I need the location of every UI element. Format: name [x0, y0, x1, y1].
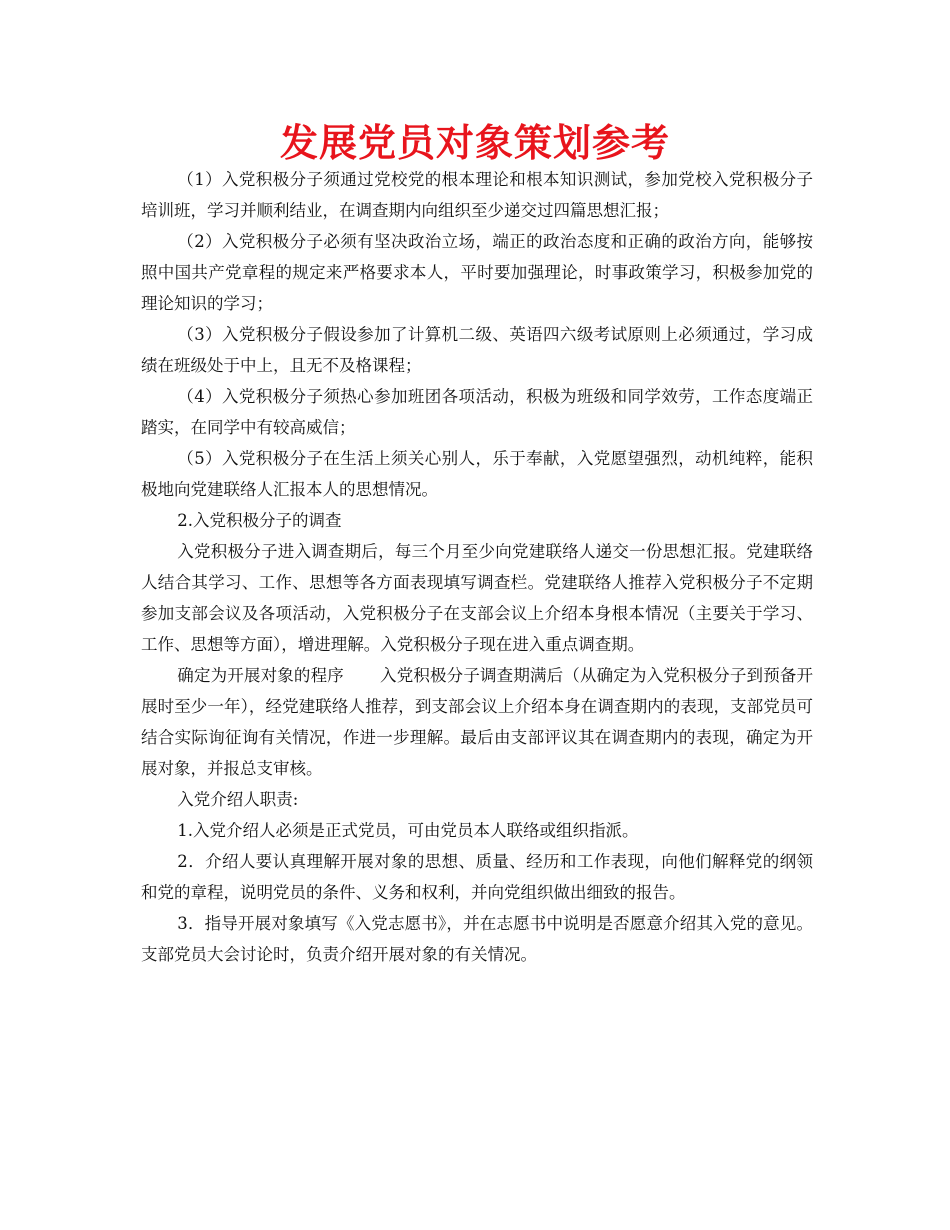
paragraph-1: （1）入党积极分子须通过党校党的根本理论和根本知识测试，参加党校入党积极分子培训班，学习并顺利结业，在调查期内向组织至少递交过四篇思想汇报； [141, 170, 813, 220]
paragraph-2: （2）入党积极分子必须有坚决政治立场，端正的政治态度和正确的政治方向，能够按照中国共产党章程的规定来严格要求本人，平时要加强理论，时事政策学习，积极参加党的理论知识的学习； [141, 232, 813, 313]
procedure-text: 入党积极分子调查期满后（从确定为入党积极分子到预备开展时至少一年），经党建联络人推荐，到支部会议上介绍本身在调查期内的表现，支部党员可结合实际询征询有关情况，作进一步理解。最后由支部评议其在调查期内的表现，确定为开展对象，并报总支审核。 [141, 666, 814, 778]
paragraph-procedure [141, 660, 813, 784]
introducer-duty-1: 1.入党介绍人必须是正式党员，可由党员本人联络或组织指派。 [177, 821, 639, 840]
paragraph-investigation: 入党积极分子进入调查期后，每三个月至少向党建联络人递交一份思想汇报。党建联络人结合其学习、工作、思想等各方面表现填写调查栏。党建联络人推荐入党积极分子不定期参加支部会议及各项活动，入党积极分子在支部会议上介绍本身根本情况（主要关于学习、工作、思想等方面），增进理解。入党积极分子现在进入重点调查期。 [141, 542, 813, 654]
introducer-duty-3: 3．指导开展对象填写《入党志愿书》，并在志愿书中说明是否愿意介绍其入党的意见。支部党员大会讨论时，负责介绍开展对象的有关情况。 [141, 914, 813, 964]
paragraph-4: （4）入党积极分子须热心参加班团各项活动，积极为班级和同学效劳，工作态度端正踏实，在同学中有较高威信； [141, 387, 813, 437]
paragraph-5: （5）入党积极分子在生活上须关心别人，乐于奉献，入党愿望强烈，动机纯粹，能积极地向党建联络人汇报本人的思想情况。 [141, 449, 813, 499]
paragraph-3: （3）入党积极分子假设参加了计算机二级、英语四六级考试原则上必须通过，学习成绩在班级处于中上，且无不及格课程； [141, 325, 813, 375]
procedure-label: 确定为开展对象的程序 [177, 666, 344, 685]
section-heading-introducer: 入党介绍人职责: [177, 790, 299, 809]
document-title: 发展党员对象策划参考 [279, 121, 670, 165]
document-body [141, 164, 813, 970]
introducer-duty-2: 2．介绍人要认真理解开展对象的思想、质量、经历和工作表现，向他们解释党的纲领和党的章程，说明党员的条件、义务和权利，并向党组织做出细致的报告。 [141, 852, 813, 902]
section-heading-investigation: 2.入党积极分子的调查 [177, 511, 342, 530]
